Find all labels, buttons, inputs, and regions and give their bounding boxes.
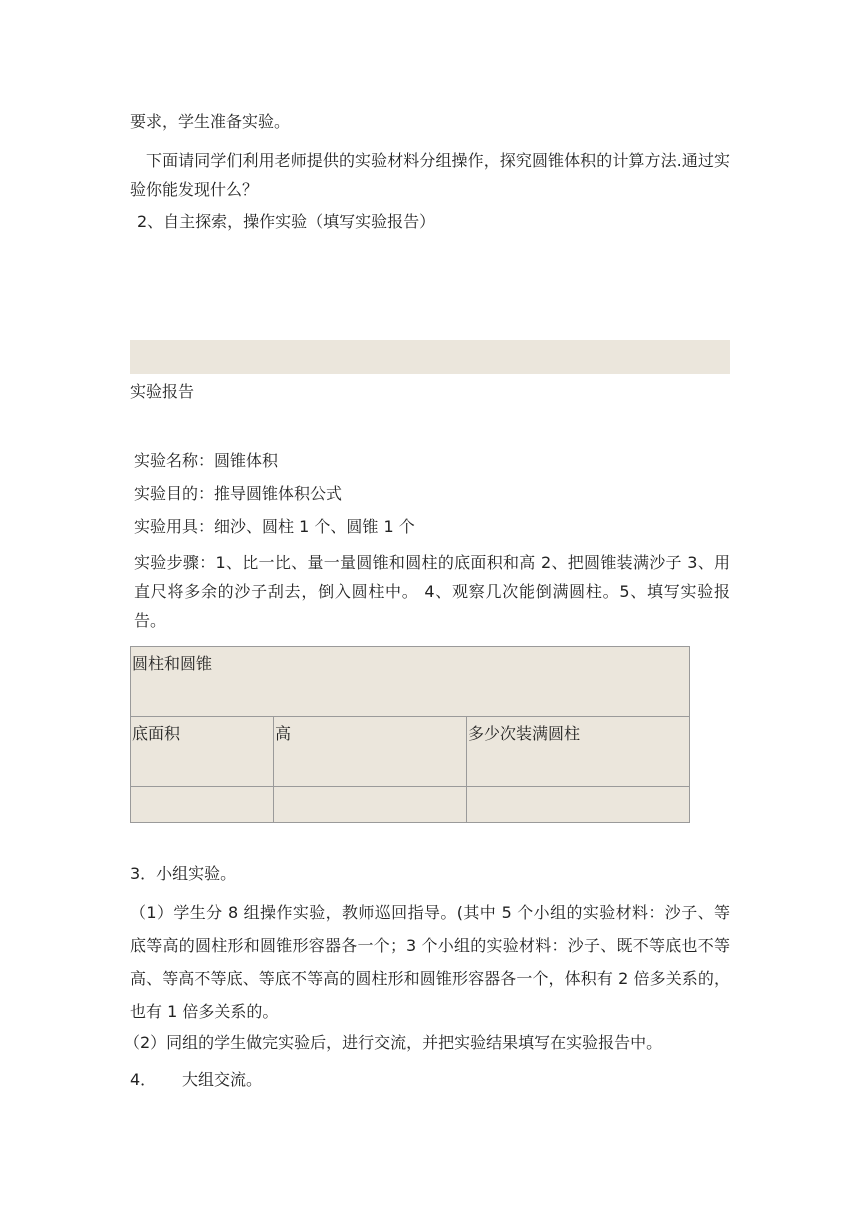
shaded-band: [130, 340, 730, 374]
intro-line-1: 要求，学生准备实验。: [130, 112, 291, 131]
table-header-base-area: 底面积: [131, 717, 274, 787]
report-heading: 实验报告: [130, 382, 195, 401]
table-title-cell: 圆柱和圆锥: [131, 647, 690, 717]
table-header-times: 多少次装满圆柱: [467, 717, 690, 787]
report-purpose: 实验目的：推导圆锥体积公式: [134, 484, 343, 503]
section3-paragraph-2: （2）同组的学生做完实验后，进行交流，并把实验结果填写在实验报告中。: [124, 1033, 663, 1052]
table-cell-empty: [131, 787, 274, 823]
report-table: [130, 646, 690, 823]
intro-line-3: 2、自主探索，操作实验（填写实验报告）: [137, 212, 436, 231]
report-name: 实验名称：圆锥体积: [134, 451, 279, 470]
report-tools: 实验用具：细沙、圆柱 1 个、圆锥 1 个: [134, 517, 415, 536]
section4-number: 4．: [130, 1070, 157, 1089]
section3-heading: 3．小组实验。: [130, 864, 237, 883]
intro-paragraph: 下面请同学们利用老师提供的实验材料分组操作，探究圆锥体积的计算方法.通过实验你能发现什么？: [130, 151, 730, 199]
section4-heading: 大组交流。: [182, 1070, 263, 1089]
report-steps: 实验步骤：1、比一比、量一量圆锥和圆柱的底面积和高 2、把圆锥装满沙子 3、用直尺将多余的沙子刮去，倒入圆柱中。 4、观察几次能倒满圆柱。5、填写实验报告。: [134, 553, 730, 630]
table-header-height: 高: [274, 717, 467, 787]
section3-paragraph-1: （1）学生分 8 组操作实验，教师巡回指导。(其中 5 个小组的实验材料：沙子、等底等高的圆柱形和圆锥形容器各一个；3 个小组的实验材料：沙子、既不等底也不等高、等高不等底、等底不等高的圆柱形和圆锥形容器各一个，体积有 2 倍多关系的，也有 1 倍多关系的。: [130, 903, 730, 1021]
table-cell-empty: [274, 787, 467, 823]
table-cell-empty: [467, 787, 690, 823]
